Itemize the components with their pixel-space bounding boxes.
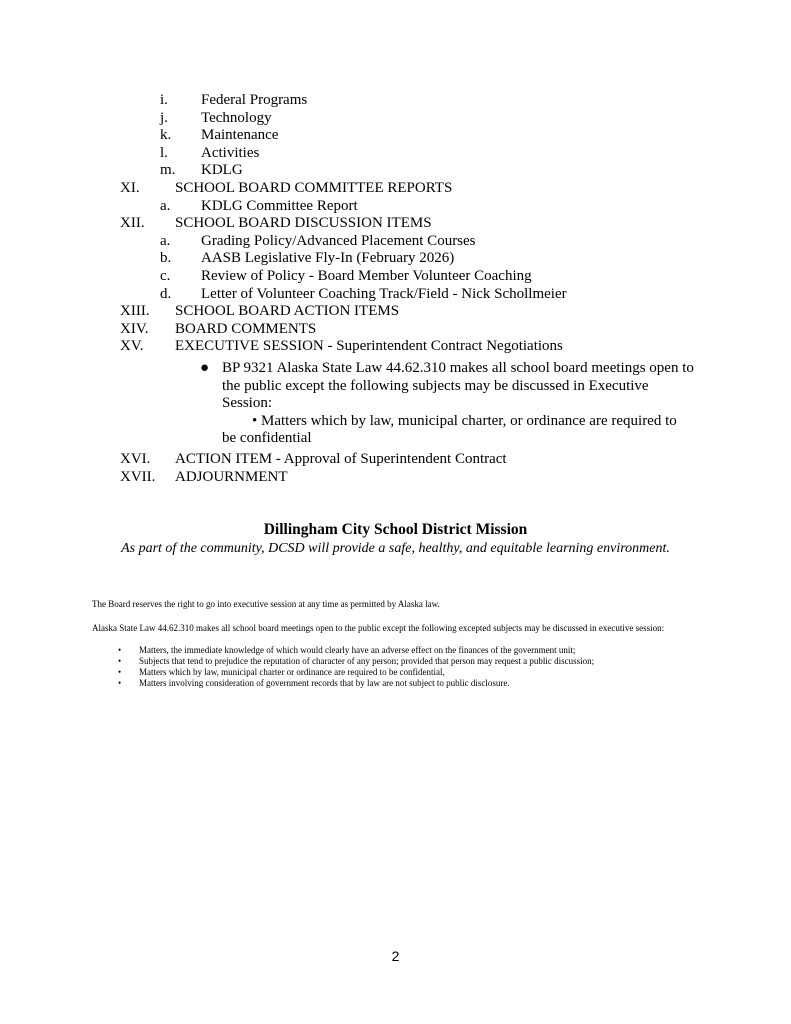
agenda-subitem: k. Maintenance [160,127,279,144]
list-item: • Subjects that tend to prejudice the reputation of character of any person; provided that person may request a public discussion; [118,656,595,666]
agenda-section-board-comments: XIV. BOARD COMMENTS [120,320,317,337]
executive-session-notice: The Board reserves the right to go into executive session at any time as permitted by Alaska law. [92,599,440,609]
list-item: • Matters involving consideration of government records that by law are not subject to public disclosure. [118,678,510,688]
bullet-icon: • [118,678,122,688]
excepted-subjects-list [92,645,732,689]
agenda-section-executive-session: XV. EXECUTIVE SESSION - Superintendent Contract Negotiations [120,338,563,355]
agenda-subitem: i. Federal Programs [160,92,308,108]
bullet-icon: • [118,656,122,666]
agenda-subitem: m. KDLG [160,162,243,179]
page-number: 2 [391,948,400,964]
mission-block [0,521,791,558]
agenda-subitem: c. Review of Policy - Board Member Volunteer Coaching [160,267,532,284]
agenda-subitem: b. AASB Legislative Fly-In (February 2026) [160,250,455,267]
executive-session-bullet: BP 9321 Alaska State Law 44.62.310 makes all school board meetings open to the public except the following subjects may be discussed in Executive Session: [222,360,694,412]
alaska-law-notice: Alaska State Law 44.62.310 makes all school board meetings open to the public except the following excepted subjects may be discussed in executive session: [92,623,665,633]
agenda-list-tail [0,451,791,486]
agenda-section-action-items: XIII. SCHOOL BOARD ACTION ITEMS [120,303,400,320]
mission-title: Dillingham City School District Mission [263,521,528,538]
executive-session-subbullet: • Matters which by law, municipal charter, or ordinance are required to be confidential [222,412,677,447]
agenda-subitem: a. Grading Policy/Advanced Placement Courses [160,232,476,249]
mission-statement: As part of the community, DCSD will provide a safe, healthy, and equitable learning environment. [121,541,670,556]
agenda-list [0,92,791,356]
bullet-icon: • [118,667,122,677]
agenda-section-adjournment: XVII. ADJOURNMENT [120,468,288,485]
agenda-section-discussion-items: XII. SCHOOL BOARD DISCUSSION ITEMS [120,215,432,232]
list-item: • Matters which by law, municipal charter or ordinance are required to be confidential, [118,667,445,677]
bullet-icon: • [118,645,122,655]
agenda-section-committee-reports: XI. SCHOOL BOARD COMMITTEE REPORTS [120,179,453,196]
agenda-subitem: j. Technology [160,109,272,126]
agenda-section-action-item: XVI. ACTION ITEM - Approval of Superintendent Contract [120,451,507,467]
bullet-icon: ● [200,360,210,376]
agenda-subitem: d. Letter of Volunteer Coaching Track/Field - Nick Schollmeier [160,285,567,302]
list-item: • Matters, the immediate knowledge of which would clearly have an adverse effect on the finances of the government unit; [118,645,576,655]
agenda-subitem: a. KDLG Committee Report [160,197,358,214]
agenda-subitem: l. Activities [160,144,260,161]
